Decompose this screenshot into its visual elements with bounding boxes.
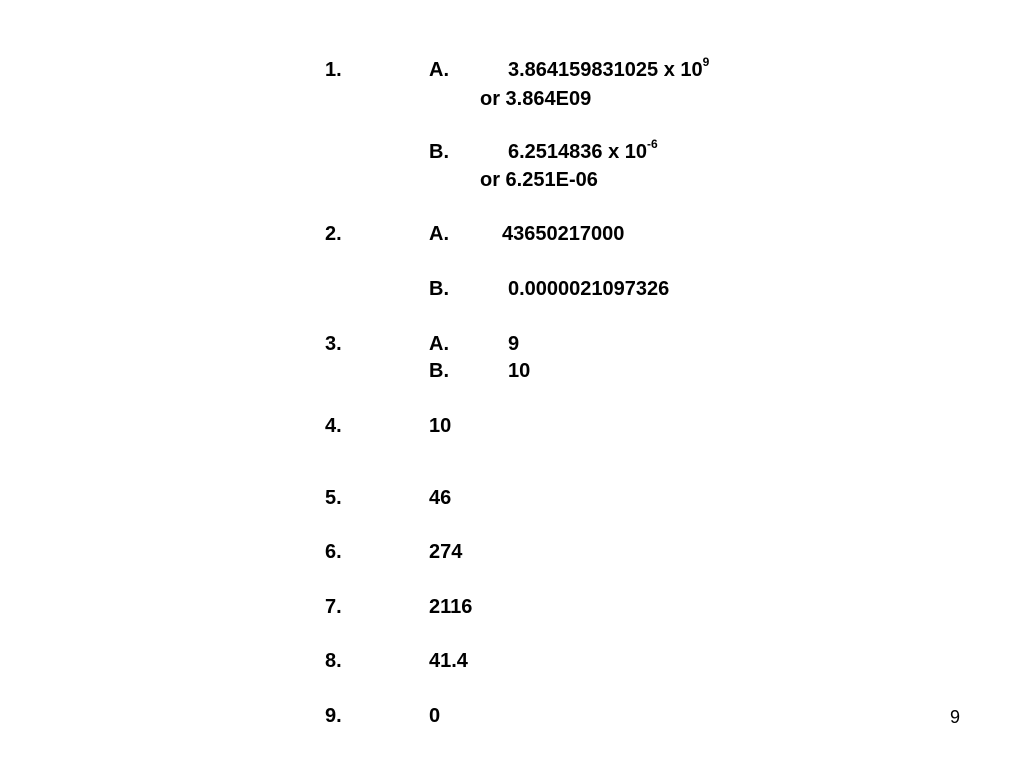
answer-5-value: 46 (429, 487, 452, 509)
answer-9-number: 9. (325, 705, 342, 727)
answer-8-value: 41.4 (429, 650, 468, 672)
answer-4-number: 4. (325, 415, 342, 437)
answer-1a-mantissa: 3.864159831025 x 10 (508, 59, 703, 81)
answer-2b-letter: B. (429, 278, 449, 300)
answer-8-number: 8. (325, 650, 342, 672)
answer-1a-exponent: 9 (702, 55, 710, 70)
answer-1b-value (508, 137, 658, 164)
answer-1b-exponent: -6 (647, 137, 658, 152)
answer-1b-letter: B. (429, 141, 449, 163)
answer-1a-alt: or 3.864E09 (480, 88, 592, 110)
answer-1a-letter: A. (429, 59, 449, 81)
answer-6-number: 6. (325, 541, 342, 563)
answer-5-number: 5. (325, 487, 342, 509)
answer-2-number: 2. (325, 223, 342, 245)
answer-3a-letter: A. (429, 333, 449, 355)
answer-1a-value (508, 55, 710, 82)
answer-1b-mantissa: 6.2514836 x 10 (508, 141, 648, 163)
answer-7-value: 2116 (429, 596, 473, 618)
answer-7-number: 7. (325, 596, 342, 618)
answer-3b-letter: B. (429, 360, 449, 382)
answer-3b-value: 10 (508, 360, 531, 382)
page-number: 9 (950, 707, 961, 727)
answer-1-number: 1. (325, 59, 342, 81)
answer-9-value: 0 (429, 705, 441, 727)
answer-2a-value: 43650217000 (502, 223, 625, 245)
answer-2a-letter: A. (429, 223, 449, 245)
answer-3a-value: 9 (508, 333, 520, 355)
answer-4-value: 10 (429, 415, 452, 437)
answer-6-value: 274 (429, 541, 463, 563)
answer-1b-alt: or 6.251E-06 (480, 169, 598, 191)
answer-2b-value: 0.0000021097326 (508, 278, 670, 300)
answer-3-number: 3. (325, 333, 342, 355)
